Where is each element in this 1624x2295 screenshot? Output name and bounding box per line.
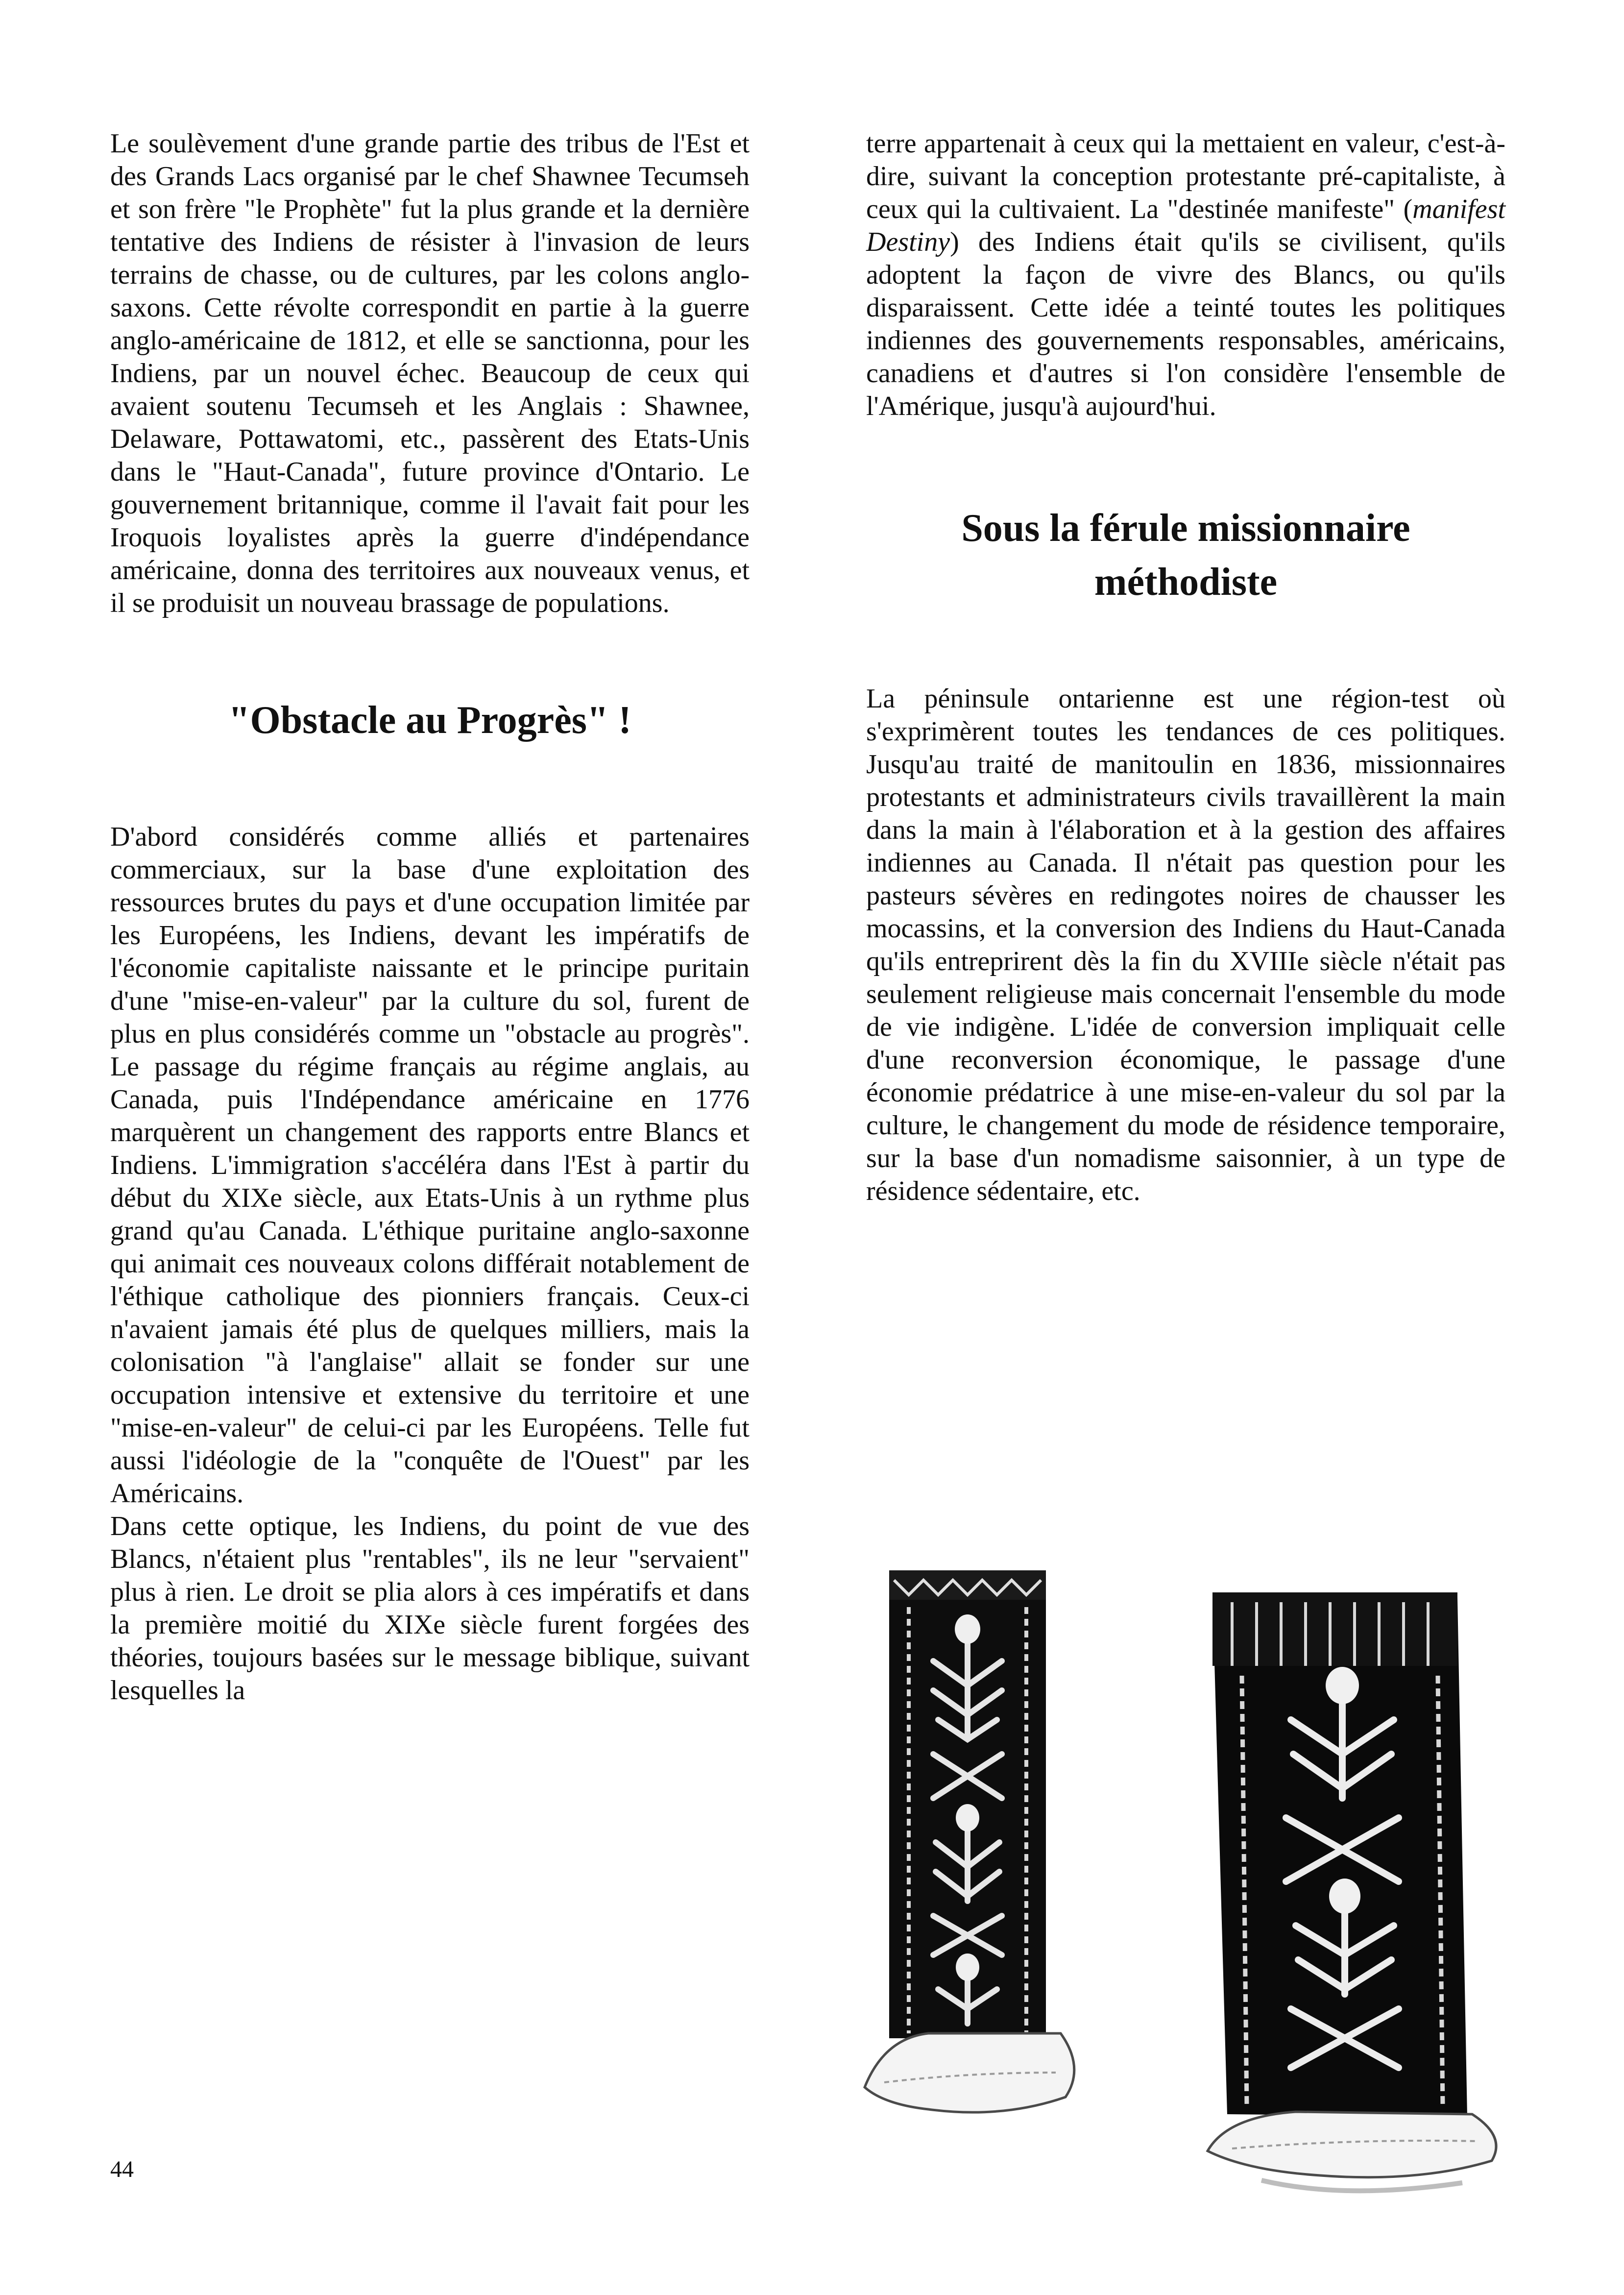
paragraph-manifest-destiny (866, 127, 1505, 423)
heading-obstacle-au-progres: "Obstacle au Progrès" ! (228, 699, 631, 742)
text-segment: ) des Indiens était qu'ils se civilisent, qu'ils adoptent la façon de vivre des Blancs, ou qu'ils disparaissent. Cette idée a teinté toutes les politiques indiennes des gouvernements responsables, américains, canadiens et d'autres si l'on considère l'ensemble de l'Amérique, jusqu'à aujourd'hui. (866, 227, 1505, 421)
text-segment: terre appartenait à ceux qui la mettaient en valeur, c'est-à-dire, suivant la conception protestante pré-capitaliste, à ceux qui la cultivaient. La "destinée manifeste" ( (866, 128, 1505, 224)
paragraph-rentables: Dans cette optique, les Indiens, du point de vue des Blancs, n'étaient plus "rentables", ils ne leur "servaient" plus à rien. Le droit se plia alors à ces impératifs et dans la première moitié du XIXe siècle furent forgées des théories, toujours basées sur le message biblique, suivant lesquelles la (110, 1511, 750, 1706)
left-column (110, 127, 750, 1707)
paragraph-peninsule-ontarienne: La péninsule ontarienne est une région-test où s'exprimèrent toutes les tendances de ces politiques. Jusqu'au traité de manitoulin en 1836, missionnaires protestants et administrateurs civils travaillèrent la main dans la main à l'élaboration et à la gestion des affaires indiennes au Canada. Il n'était pas question pour les pasteurs sévères en redingotes noires de chausser les mocassins, et la conversion des Indiens du Haut-Canada qu'ils entreprirent dès la fin du XVIIIe siècle n'était pas seulement religieuse mais concernait l'ensemble du mode de vie indigène. L'idée de conversion impliquait celle d'une reconversion économique, le passage d'une économie prédatrice à une mise-en-valeur du sol par la culture, le changement du mode de résidence temporaire, sur la base d'un nomadisme saisonnier, à un type de résidence sédentaire, etc. (866, 684, 1505, 1206)
paragraph-tecumseh-revolt: Le soulèvement d'une grande partie des tribus de l'Est et des Grands Lacs organisé par le chef Shawnee Tecumseh et son frère "le Prophète" fut la plus grande et la dernière tentative des Indiens de résister à l'invasion de leurs terrains de chasse, ou de cultures, par les colons anglo-saxons. Cette révolte correspondit en partie à la guerre anglo-américaine de 1812, et elle se sanctionna, pour les Indiens, par un nouvel échec. Beaucoup de ceux qui avaient soutenu Tecumseh et les Anglais : Shawnee, Delaware, Pottawatomi, etc., passèrent des Etats-Unis dans le "Haut-Canada", future province d'Ontario. Le gouvernement britannique, comme il l'avait fait pour les Iroquois loyalistes après la guerre d'indépendance américaine, donna des territoires aux nouveaux venus, et il se produisit un nouveau brassage de populations. (110, 128, 750, 618)
moccasin-leggings-photo (855, 1524, 1541, 2202)
right-column (866, 127, 1505, 1208)
paragraph-obstacle-progress: D'abord considérés comme alliés et partenaires commerciaux, sur la base d'une exploitation des ressources brutes du pays et d'une occupation limitée par les Européens, les Indiens, devant les impératifs de l'économie capitaliste naissante et le principe puritain d'une "mise-en-valeur" par la culture du sol, furent de plus en plus considérés comme un "obstacle au progrès". Le passage du régime français au régime anglais, au Canada, puis l'Indépendance américaine en 1776 marquèrent un changement des rapports entre Blancs et Indiens. L'immigration s'accéléra dans l'Est à partir du début du XIXe siècle, aux Etats-Unis à un rythme plus grand qu'au Canada. L'éthique puritaine anglo-saxonne qui animait ces nouveaux colons différait notablement de l'éthique catholique des pionniers français. Ceux-ci n'avaient jamais été plus de quelques milliers, mais la colonisation "à l'anglaise" allait se fonder sur une occupation intensive et extensive du territoire et une "mise-en-valeur" de celui-ci par les Européens. Telle fut aussi l'idéologie de la "conquête de l'Ouest" par les Américains. (110, 822, 750, 1509)
italic-term: manifest Destiny (866, 194, 1505, 257)
heading-ferule-missionnaire: Sous la férule missionnaire méthodiste (961, 507, 1410, 604)
page-number: 44 (110, 2156, 134, 2182)
